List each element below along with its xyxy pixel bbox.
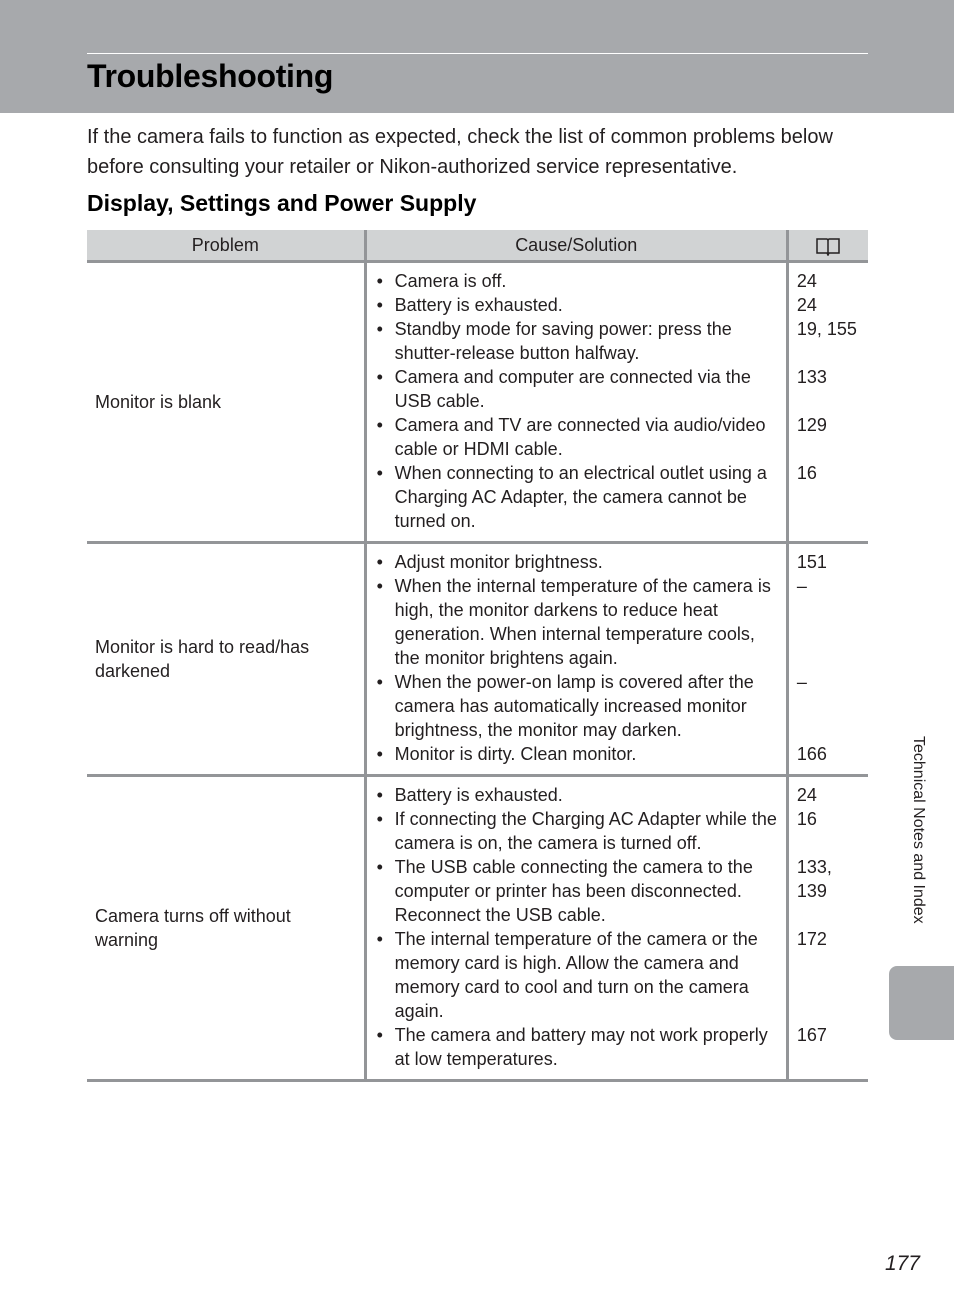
page-number: 177 bbox=[884, 1252, 920, 1275]
troubleshooting-table bbox=[87, 230, 868, 1082]
page-reference: 151 bbox=[796, 552, 827, 572]
cause-item bbox=[375, 807, 778, 855]
page-reference-cell bbox=[787, 776, 868, 1081]
header-problem: Problem bbox=[87, 230, 365, 262]
cause-item bbox=[375, 365, 778, 413]
cause-text: When the internal temperature of the camera is high, the monitor darkens to reduce heat generation. When internal temperature cools, the monitor brightens again. bbox=[394, 576, 771, 668]
cause-item bbox=[375, 269, 778, 293]
cause-item bbox=[375, 742, 778, 766]
cause-item bbox=[375, 293, 778, 317]
page-reference: 172 bbox=[796, 929, 827, 949]
page-reference: 133 bbox=[796, 367, 827, 387]
cause-solution-cell bbox=[365, 543, 787, 776]
page-reference: 24 bbox=[796, 785, 817, 805]
cause-solution-cell bbox=[365, 262, 787, 543]
page-reference: 24 bbox=[796, 271, 817, 291]
bullet-icon: • bbox=[376, 552, 383, 572]
cause-text: Camera is off. bbox=[394, 271, 507, 291]
cause-text: Adjust monitor brightness. bbox=[394, 552, 603, 572]
cause-text: Camera and TV are connected via audio/video cable or HDMI cable. bbox=[394, 415, 766, 459]
cause-text: Camera and computer are connected via the USB cable. bbox=[394, 367, 751, 411]
cause-text: When the power-on lamp is covered after the camera has automatically increased monitor brightness, the monitor may darken. bbox=[394, 672, 754, 740]
table-row bbox=[87, 262, 868, 543]
bullet-icon: • bbox=[376, 295, 383, 315]
cause-text: Battery is exhausted. bbox=[394, 785, 563, 805]
cause-text: Standby mode for saving power: press the shutter-release button halfway. bbox=[394, 319, 732, 363]
header-page-reference bbox=[787, 230, 868, 262]
cause-item bbox=[375, 927, 778, 1023]
cause-item bbox=[375, 783, 778, 807]
bullet-icon: • bbox=[376, 576, 383, 596]
header-cause-solution: Cause/Solution bbox=[365, 230, 787, 262]
problem-cell: Camera turns off without warning bbox=[87, 776, 365, 1081]
cause-text: The camera and battery may not work properly at low temperatures. bbox=[394, 1025, 768, 1069]
table-row bbox=[87, 776, 868, 1081]
section-title: Display, Settings and Power Supply bbox=[87, 190, 477, 216]
bullet-icon: • bbox=[376, 367, 383, 387]
page-reference-cell bbox=[787, 262, 868, 543]
header-band bbox=[0, 0, 954, 113]
chapter-tab bbox=[889, 966, 954, 1040]
page-reference: 133, 139 bbox=[796, 857, 832, 901]
cause-item bbox=[375, 413, 778, 461]
table-row bbox=[87, 543, 868, 776]
page-title: Troubleshooting bbox=[87, 58, 334, 94]
page-reference: 167 bbox=[796, 1025, 827, 1045]
cause-item bbox=[375, 574, 778, 670]
table-header-row bbox=[87, 230, 868, 262]
cause-item bbox=[375, 317, 778, 365]
page-reference-cell bbox=[787, 543, 868, 776]
cause-item bbox=[375, 550, 778, 574]
intro-paragraph: If the camera fails to function as expected, check the list of common problems below before consulting your retailer or Nikon-authorized service representative. bbox=[87, 126, 833, 178]
book-reference-icon bbox=[815, 236, 841, 256]
cause-text: Monitor is dirty. Clean monitor. bbox=[394, 744, 637, 764]
bullet-icon: • bbox=[376, 415, 383, 435]
bullet-icon: • bbox=[376, 744, 383, 764]
cause-solution-cell bbox=[365, 776, 787, 1081]
page-reference: 19, 155 bbox=[796, 319, 857, 339]
bullet-icon: • bbox=[376, 785, 383, 805]
problem-cell: Monitor is blank bbox=[87, 262, 365, 543]
cause-item bbox=[375, 670, 778, 742]
page-reference: – bbox=[796, 672, 807, 692]
page-reference: 166 bbox=[796, 744, 827, 764]
bullet-icon: • bbox=[376, 929, 383, 949]
cause-text: If connecting the Charging AC Adapter while the camera is on, the camera is turned off. bbox=[394, 809, 777, 853]
problem-cell: Monitor is hard to read/has darkened bbox=[87, 543, 365, 776]
cause-text: The internal temperature of the camera or the memory card is high. Allow the camera and memory card to cool and turn on the camera again. bbox=[394, 929, 758, 1021]
page-reference: 24 bbox=[796, 295, 817, 315]
cause-text: Battery is exhausted. bbox=[394, 295, 563, 315]
cause-text: The USB cable connecting the camera to the computer or printer has been disconnected. Reconnect the USB cable. bbox=[394, 857, 753, 925]
cause-list bbox=[375, 783, 778, 1071]
page-reference: 16 bbox=[796, 463, 817, 483]
bullet-icon: • bbox=[376, 672, 383, 692]
cause-item bbox=[375, 1023, 778, 1071]
page-reference: 129 bbox=[796, 415, 827, 435]
page-reference: – bbox=[796, 576, 807, 596]
bullet-icon: • bbox=[376, 1025, 383, 1045]
cause-list bbox=[375, 550, 778, 766]
bullet-icon: • bbox=[376, 271, 383, 291]
header-rule bbox=[87, 53, 868, 54]
cause-item bbox=[375, 461, 778, 533]
bullet-icon: • bbox=[376, 809, 383, 829]
bullet-icon: • bbox=[376, 857, 383, 877]
cause-list bbox=[375, 269, 778, 533]
page-reference: 16 bbox=[796, 809, 817, 829]
cause-text: When connecting to an electrical outlet using a Charging AC Adapter, the camera cannot be turned on. bbox=[394, 463, 767, 531]
cause-item bbox=[375, 855, 778, 927]
bullet-icon: • bbox=[376, 319, 383, 339]
chapter-side-label: Technical Notes and Index bbox=[910, 736, 927, 924]
bullet-icon: • bbox=[376, 463, 383, 483]
